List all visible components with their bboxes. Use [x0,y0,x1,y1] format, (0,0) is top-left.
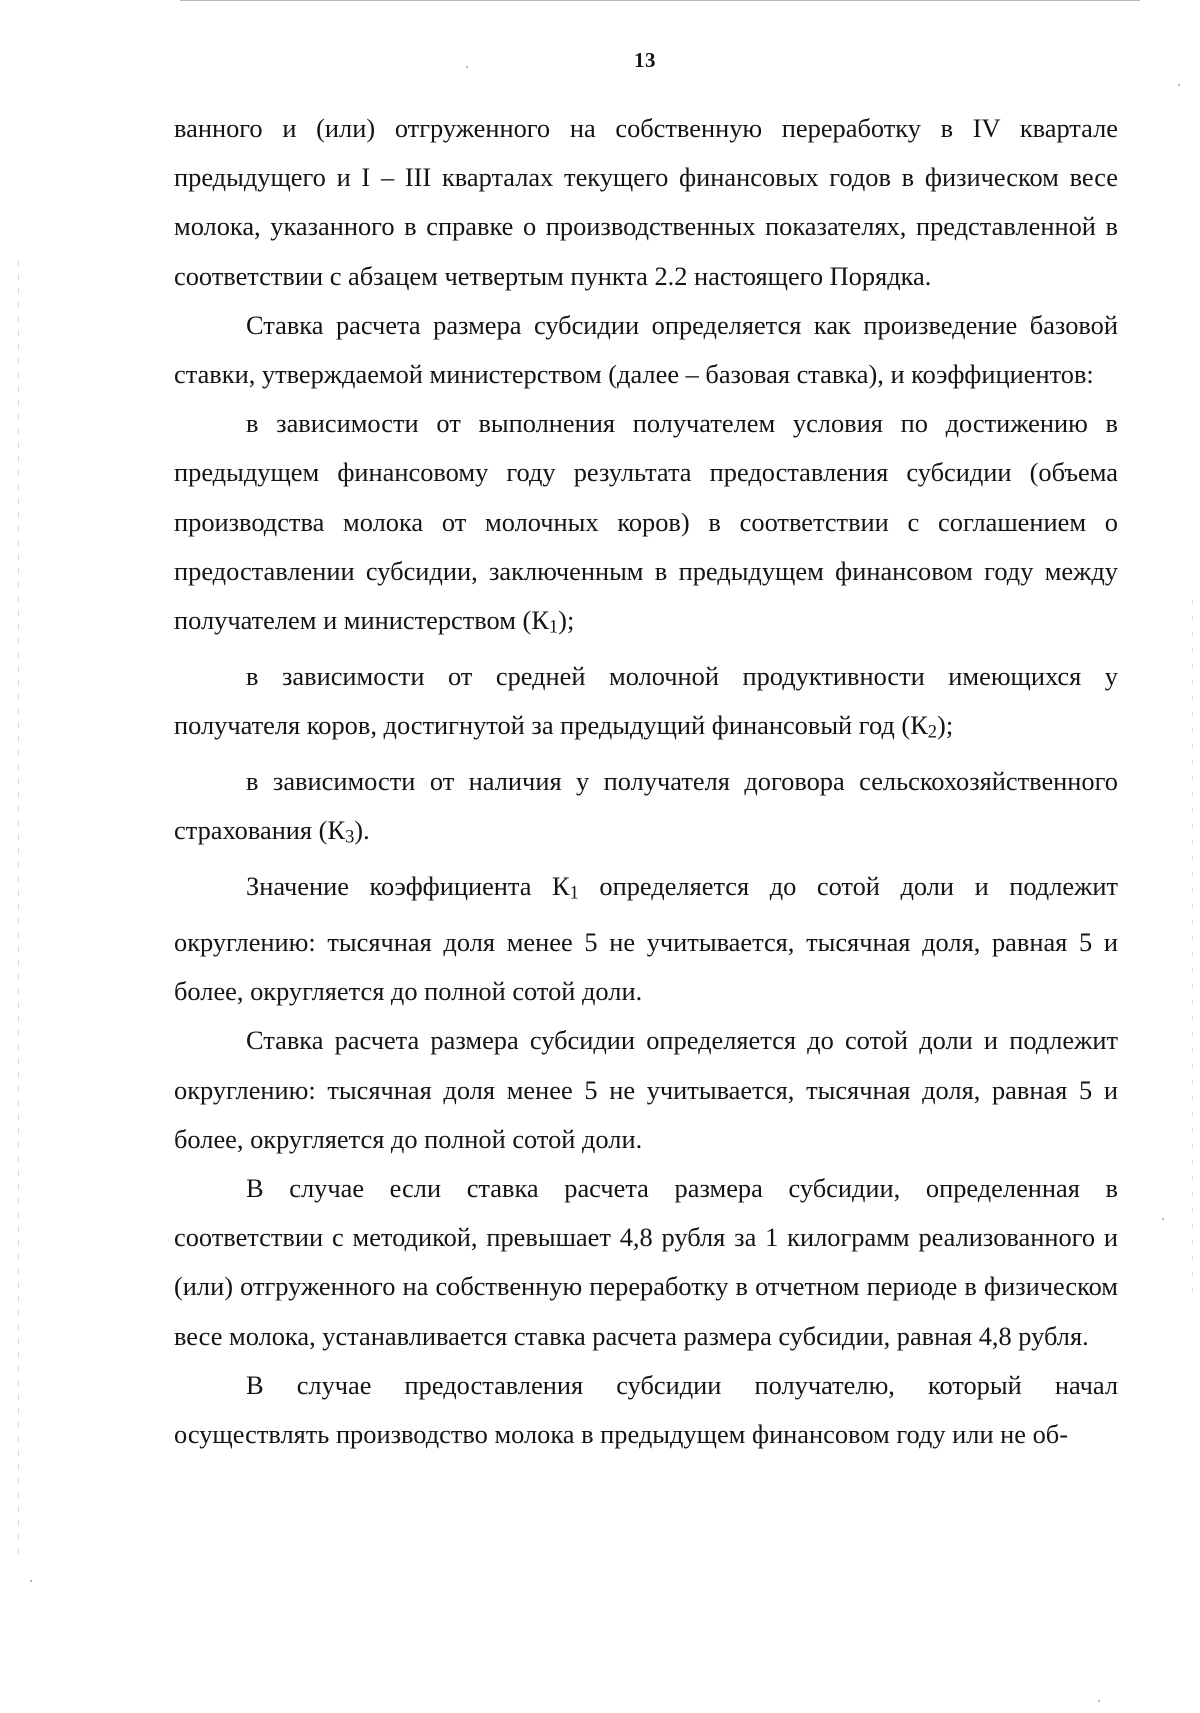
paragraph-8 [174,1164,1118,1361]
paragraph-5 [174,757,1118,862]
subscript-index: 2 [927,721,938,742]
paragraph-tail: определяется до сотой доли и подлежит округлению: тысячная доля менее 5 не учитывается, тысячная доля, равная 5 и более, округляется до полной сотой доли. [174,871,1118,1007]
paragraph-2 [174,301,1118,399]
paragraph-text: ванного и (или) отгруженного на собственную переработку в IV квартале предыдущего и I – III кварталах текущего финансовых годов в физическом весе молока, указанного в справке о производственных показателях, представленной в соответствии с абзацем четвертым пункта 2.2 настоящего Порядка. [174,113,1118,291]
scan-speck [30,1580,32,1582]
scan-speck [1098,1700,1100,1702]
paragraph-3 [174,399,1118,652]
paragraph-text: В случае если ставка расчета размера субсидии, определенная в соответствии с методикой, превышает 4,8 рубля за 1 килограмм реализованного и (или) отгруженного на собственную переработку в отчетном периоде в физическом весе молока, устанавливается ставка расчета размера субсидии, равная 4,8 рубля. [174,1173,1118,1351]
paragraph-text: в зависимости от выполнения получателем условия по достижению в предыдущем финансовому году результата предоставления субсидии (объема производства молока от молочных коров) в соответствии с соглашением о предоставлении субсидии, заключенным в предыдущем финансовом году между получателем и министерством (К [174,408,1118,636]
scan-edge-right [1192,600,1193,1300]
paragraph-tail: ). [354,815,370,846]
subscript-index: 1 [548,616,559,637]
paragraph-text: Значение коэффициента К [246,871,570,902]
paragraph-text: Ставка расчета размера субсидии определяется до сотой доли и подлежит округлению: тысячная доля менее 5 не учитывается, тысячная доля, равная 5 и более, округляется до полной сотой доли. [174,1025,1118,1154]
paragraph-text: Ставка расчета размера субсидии определяется как произведение базовой ставки, утверждаемой министерством (далее – базовая ставка), и коэффициентов: [174,309,1118,390]
scan-speck [1162,1218,1164,1220]
paragraph-1 [174,104,1118,301]
body-text [174,104,1118,1459]
paragraph-tail: ); [937,710,954,741]
scan-edge-top [180,0,1140,1]
scan-edge-left [18,260,19,1560]
paragraph-9 [174,1361,1118,1459]
paragraph-7 [174,1016,1118,1164]
paragraph-6 [174,862,1118,1016]
subscript-index: 1 [569,882,579,903]
subscript-index: 3 [345,826,355,847]
paragraph-tail: ); [558,605,575,636]
paragraph-text: в зависимости от средней молочной продуктивности имеющихся у получателя коров, достигнутой за предыдущий финансовый год (К [174,660,1118,741]
page-number: 13 [634,48,656,72]
scan-speck [1178,84,1180,86]
paragraph-4 [174,652,1118,757]
paragraph-text: в зависимости от наличия у получателя договора сельскохозяйственного страхования (К [174,766,1118,846]
paragraph-text: В случае предоставления субсидии получателю, который начал осуществлять производство молока в предыдущем финансовом году или не об- [174,1369,1118,1450]
